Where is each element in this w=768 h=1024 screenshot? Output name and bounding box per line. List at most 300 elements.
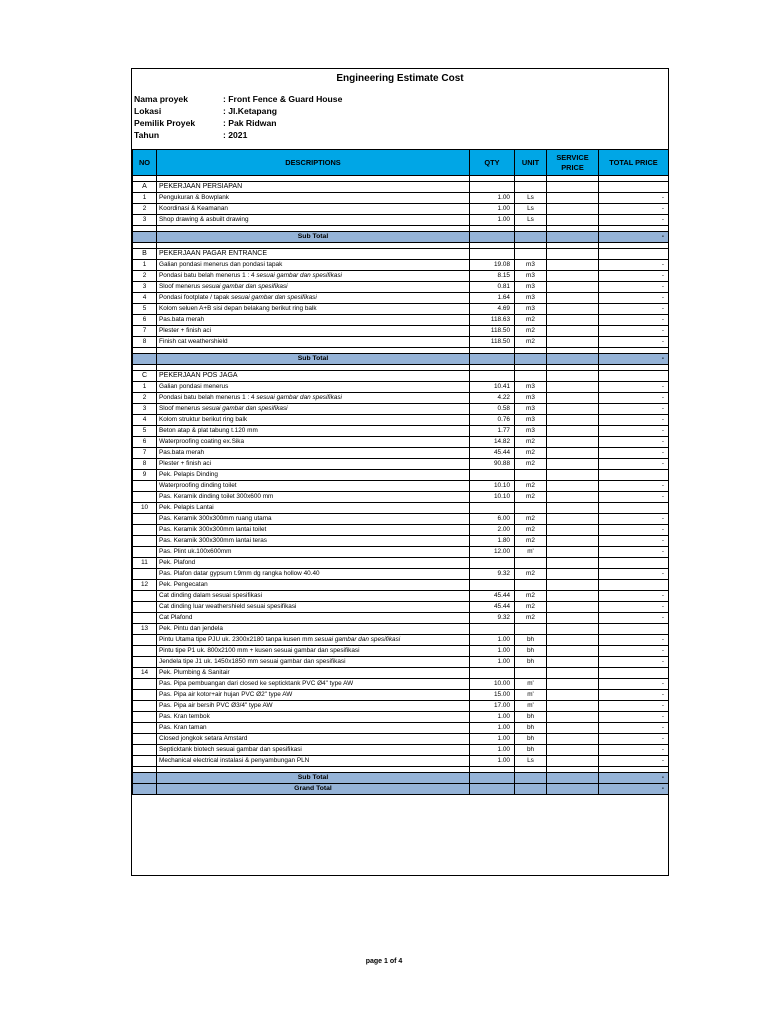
description-text: Pas. Pipa pembuangan dari closed ke septicktank PVC Ø4" type AW [159,680,354,687]
cell-total-price: - [599,315,669,326]
cell-total-price: - [599,382,669,393]
cell-service-price [547,354,599,365]
cell-qty: 9.32 [470,569,515,580]
subtotal-value: - [599,354,669,365]
table-row [133,635,669,646]
cell-no: 10 [133,503,157,514]
cell-no: A [133,182,157,193]
cell-description [157,580,470,591]
description-text: Pek. Plumbing & Sanitair [159,669,230,676]
cell-qty [470,668,515,679]
cell-qty: 90.88 [470,459,515,470]
cell-total-price: - [599,525,669,536]
cell-qty: 6.00 [470,514,515,525]
cell-service-price [547,315,599,326]
table-row [133,690,669,701]
cell-unit: m3 [515,293,547,304]
cell-unit: m2 [515,481,547,492]
cell-unit: m2 [515,326,547,337]
description-text: Pek. Pintu dan jendela [159,625,223,632]
service-label-line1: SERVICE [556,152,589,162]
description-text: Pek. Pengecatan [159,581,208,588]
table-row [133,591,669,602]
description-text: Jendela tipe J1 uk. 1450x1850 mm sesuai gambar dan spesifikasi [159,658,346,665]
cell-total-price [599,503,669,514]
cell-total-price: - [599,437,669,448]
cell-description [157,690,470,701]
cell-unit: bh [515,745,547,756]
cell-service-price [547,249,599,260]
cell-unit: bh [515,635,547,646]
cell-qty [470,773,515,784]
description-text: Pas.bata merah [159,316,205,323]
cell-unit: m3 [515,393,547,404]
table-row [133,657,669,668]
cell-service-price [547,591,599,602]
cell-no: 14 [133,668,157,679]
cell-description [157,569,470,580]
cell-no: 4 [133,293,157,304]
cell-total-price: - [599,613,669,624]
cell-total-price: - [599,723,669,734]
cell-description [157,756,470,767]
subtotal-row [133,773,669,784]
cell-unit: Ls [515,204,547,215]
cell-description [157,558,470,569]
cell-total-price [599,182,669,193]
description-text: Shop drawing & asbuilt drawing [159,216,249,223]
description-text: Kolom struktur berikut ring balk [159,416,248,423]
cell-no [133,525,157,536]
description-text: Plester + finish aci [159,327,212,334]
cell-service-price [547,182,599,193]
table-row [133,293,669,304]
cell-qty: 1.77 [470,426,515,437]
col-header-unit: UNIT [515,150,547,176]
description-note: sesuai gambar dan spesifikasi [200,283,288,290]
cell-qty: 1.80 [470,536,515,547]
project-name-label: Nama proyek [134,94,188,104]
cell-qty: 1.00 [470,193,515,204]
description-text: Pengukuran & Bowplank [159,194,229,201]
description-text: Pek. Pelapis Dinding [159,471,218,478]
table-row [133,282,669,293]
cell-qty: 19.08 [470,260,515,271]
cell-qty: 118.63 [470,315,515,326]
cell-description [157,415,470,426]
location-label: Lokasi [134,106,162,116]
cell-description [157,514,470,525]
table-row [133,712,669,723]
cell-no [133,756,157,767]
cell-no: 8 [133,337,157,348]
table-row [133,404,669,415]
cell-description [157,204,470,215]
cell-service-price [547,701,599,712]
cell-unit: m' [515,690,547,701]
cell-service-price [547,426,599,437]
cell-total-price: - [599,679,669,690]
description-text: Pas. Keramik dinding toilet 300x600 mm [159,493,274,500]
cell-description [157,382,470,393]
description-text: Sloof menerus [159,283,201,290]
cell-unit [515,182,547,193]
cell-description [157,282,470,293]
description-text: Pek. Plafond [159,559,196,566]
cell-no [133,602,157,613]
project-name-value: : Front Fence & Guard House [223,94,343,104]
cell-unit: m3 [515,415,547,426]
cell-total-price: - [599,393,669,404]
cell-no [133,547,157,558]
cell-unit: m2 [515,437,547,448]
cell-service-price [547,547,599,558]
description-text: Pas. Pipa air kotor+air hujan PVC Ø2" type AW [159,691,293,698]
table-row [133,437,669,448]
cell-service-price [547,382,599,393]
cell-qty: 0.58 [470,404,515,415]
cell-description [157,745,470,756]
table-row [133,492,669,503]
cell-no: 5 [133,426,157,437]
table-row [133,459,669,470]
subtotal-label: Sub Total [157,354,470,365]
cell-total-price: - [599,481,669,492]
description-note: sesuai gambar dan spesifikasi [229,294,317,301]
description-text: Pas. Keramik 300x300mm lantai toilet [159,526,267,533]
table-row [133,271,669,282]
description-text: Closed jongkok setara Amstard [159,735,248,742]
cell-qty: 10.41 [470,382,515,393]
cell-service-price [547,404,599,415]
cell-total-price [599,470,669,481]
cell-qty [470,232,515,243]
cell-qty: 10.10 [470,492,515,503]
grand-total-value: - [599,784,669,795]
description-text: Kolom seluen A+B sisi depan belakang berikut ring balk [159,305,317,312]
cell-total-price: - [599,569,669,580]
page-footer: page 1 of 4 [365,958,403,965]
description-text: Waterproofing coating ex.Sika [159,438,245,445]
cell-no: 12 [133,580,157,591]
cell-service-price [547,569,599,580]
cell-unit [515,371,547,382]
table-row [133,304,669,315]
cell-qty: 1.64 [470,293,515,304]
col-header-total-price: TOTAL PRICE [599,150,669,176]
description-text: Pas.bata merah [159,449,205,456]
description-text: Sloof menerus [159,405,201,412]
cell-unit [515,354,547,365]
table-row [133,393,669,404]
cell-qty: 9.32 [470,613,515,624]
cell-total-price: - [599,690,669,701]
cell-unit: Ls [515,756,547,767]
service-label-line2: PRICE [561,162,584,172]
table-row [133,448,669,459]
cell-unit: m3 [515,271,547,282]
cell-description [157,525,470,536]
description-text: Plester + finish aci [159,460,212,467]
table-row [133,580,669,591]
cell-total-price: - [599,326,669,337]
cell-qty: 1.00 [470,204,515,215]
description-text: Pas. Keramik 300x300mm lantai teras [159,537,267,544]
cell-unit: bh [515,723,547,734]
table-row [133,503,669,514]
cell-description [157,613,470,624]
description-text: Pas. Kran tembok [159,713,210,720]
cell-no: 6 [133,315,157,326]
description-text: Finish cat weathershield [159,338,228,345]
col-header-qty: QTY [470,150,515,176]
cell-service-price [547,371,599,382]
cell-total-price [599,580,669,591]
cell-no [133,734,157,745]
table-row [133,547,669,558]
cell-description [157,602,470,613]
cell-description [157,315,470,326]
description-text: Galian pondasi menerus dan pondasi tapak [159,261,283,268]
year-value: : 2021 [223,130,248,140]
cell-total-price: - [599,415,669,426]
cell-service-price [547,282,599,293]
cell-unit: m2 [515,591,547,602]
cell-no [133,646,157,657]
cell-service-price [547,193,599,204]
cell-description [157,701,470,712]
cell-qty: 15.00 [470,690,515,701]
cell-total-price: - [599,260,669,271]
cell-description [157,492,470,503]
description-text: Pas. Kran taman [159,724,207,731]
estimate-table [132,149,669,795]
cell-unit: m' [515,679,547,690]
table-row [133,215,669,226]
cell-total-price: - [599,304,669,315]
table-row [133,668,669,679]
cell-no: 11 [133,558,157,569]
cell-no: 1 [133,382,157,393]
table-row [133,337,669,348]
table-row [133,426,669,437]
cell-unit [515,470,547,481]
cell-unit: m2 [515,514,547,525]
cell-service-price [547,712,599,723]
cell-qty: 118.50 [470,337,515,348]
cell-qty: 4.22 [470,393,515,404]
cell-qty: 10.10 [470,481,515,492]
cell-service-price [547,459,599,470]
description-text: Pintu Utama tipe PJU uk. 2300x2180 tanpa kusen mm [159,636,313,643]
cell-total-price: - [599,712,669,723]
cell-qty: 17.00 [470,701,515,712]
subtotal-label: Sub Total [157,232,470,243]
subtotal-label: Sub Total [157,773,470,784]
cell-description [157,182,470,193]
cell-no [133,481,157,492]
col-header-descriptions: DESCRIPTIONS [157,150,470,176]
cell-unit [515,773,547,784]
cell-service-price [547,304,599,315]
cell-no [133,569,157,580]
cell-qty [470,371,515,382]
cell-description [157,481,470,492]
table-row [133,756,669,767]
cell-service-price [547,415,599,426]
table-row [133,745,669,756]
cell-service-price [547,679,599,690]
cell-total-price: - [599,547,669,558]
cell-unit [515,558,547,569]
cell-no [133,492,157,503]
cell-no [133,745,157,756]
cell-no: 2 [133,271,157,282]
cell-description [157,503,470,514]
cell-service-price [547,646,599,657]
description-text: Pondasi batu belah menerus 1 : 4 [159,394,255,401]
table-row [133,525,669,536]
cell-description [157,591,470,602]
estimate-sheet [131,68,669,876]
table-row [133,679,669,690]
cell-no [133,591,157,602]
cell-service-price [547,602,599,613]
cell-unit [515,784,547,795]
cell-unit: m2 [515,459,547,470]
cell-no [133,514,157,525]
table-row [133,470,669,481]
description-text: Waterproofing dinding toilet [159,482,237,489]
cell-no: 8 [133,459,157,470]
cell-no: C [133,371,157,382]
cell-service-price [547,580,599,591]
cell-no [133,232,157,243]
cell-description [157,536,470,547]
cell-service-price [547,337,599,348]
table-row [133,382,669,393]
cell-no [133,784,157,795]
cell-qty: 1.00 [470,745,515,756]
cell-qty: 8.15 [470,271,515,282]
cell-unit: m2 [515,536,547,547]
document-title: Engineering Estimate Cost [336,73,464,84]
cell-service-price [547,514,599,525]
location-value: : Jl.Ketapang [223,106,277,116]
cell-description [157,470,470,481]
cell-service-price [547,470,599,481]
cell-service-price [547,624,599,635]
section-header-row [133,371,669,382]
cell-description [157,304,470,315]
cell-unit [515,232,547,243]
cell-description [157,371,470,382]
cell-service-price [547,734,599,745]
table-row [133,415,669,426]
table-row [133,701,669,712]
cell-no: 3 [133,215,157,226]
cell-unit: m2 [515,315,547,326]
cell-total-price: - [599,492,669,503]
cell-total-price: - [599,591,669,602]
cell-qty: 1.00 [470,756,515,767]
table-body [133,176,669,795]
cell-qty: 0.81 [470,282,515,293]
cell-service-price [547,723,599,734]
cell-description [157,723,470,734]
description-text: PEKERJAAN PAGAR ENTRANCE [159,250,268,257]
table-row [133,193,669,204]
description-text: Pintu tipe P1 uk. 800x2100 mm + kusen sesuai gambar dan spesifikasi [159,647,360,654]
table-row [133,481,669,492]
cell-total-price: - [599,204,669,215]
table-row [133,558,669,569]
cell-unit: m2 [515,337,547,348]
cell-description [157,624,470,635]
cell-total-price [599,668,669,679]
cell-qty [470,354,515,365]
table-row [133,536,669,547]
subtotal-value: - [599,232,669,243]
cell-service-price [547,215,599,226]
grand-total-label: Grand Total [157,784,470,795]
cell-unit: m3 [515,382,547,393]
cell-qty: 1.00 [470,635,515,646]
cell-unit: bh [515,712,547,723]
cell-description [157,437,470,448]
table-row [133,613,669,624]
cell-qty [470,624,515,635]
description-text: Pondasi batu belah menerus 1 : 4 [159,272,255,279]
cell-qty: 10.00 [470,679,515,690]
cell-no [133,701,157,712]
cell-total-price: - [599,756,669,767]
cell-qty: 0.76 [470,415,515,426]
cell-service-price [547,503,599,514]
cell-unit [515,580,547,591]
cell-service-price [547,773,599,784]
table-row [133,734,669,745]
cell-unit: m2 [515,525,547,536]
cell-qty: 45.44 [470,591,515,602]
description-note: sesuai gambar dan spesifikasi [200,405,288,412]
cell-no [133,613,157,624]
cell-qty [470,558,515,569]
description-text: Pek. Pelapis Lantai [159,504,214,511]
cell-total-price: - [599,271,669,282]
cell-total-price [599,624,669,635]
description-text: Septicktank biotech sesuai gambar dan spesifikasi [159,746,302,753]
subtotal-value: - [599,773,669,784]
cell-unit: m' [515,701,547,712]
cell-service-price [547,558,599,569]
cell-qty: 2.00 [470,525,515,536]
description-text: Koordinasi & Keamanan [159,205,228,212]
description-text: Pas. Pipa air bersih PVC Ø3/4" type AW [159,702,273,709]
cell-unit: Ls [515,193,547,204]
cell-description [157,635,470,646]
table-row [133,315,669,326]
cell-unit: m3 [515,304,547,315]
cell-no: 1 [133,193,157,204]
cell-no: 7 [133,448,157,459]
cell-service-price [547,437,599,448]
cell-total-price: - [599,215,669,226]
cell-service-price [547,756,599,767]
cell-service-price [547,525,599,536]
description-text: PEKERJAAN POS JAGA [159,372,238,379]
cell-unit: m3 [515,426,547,437]
